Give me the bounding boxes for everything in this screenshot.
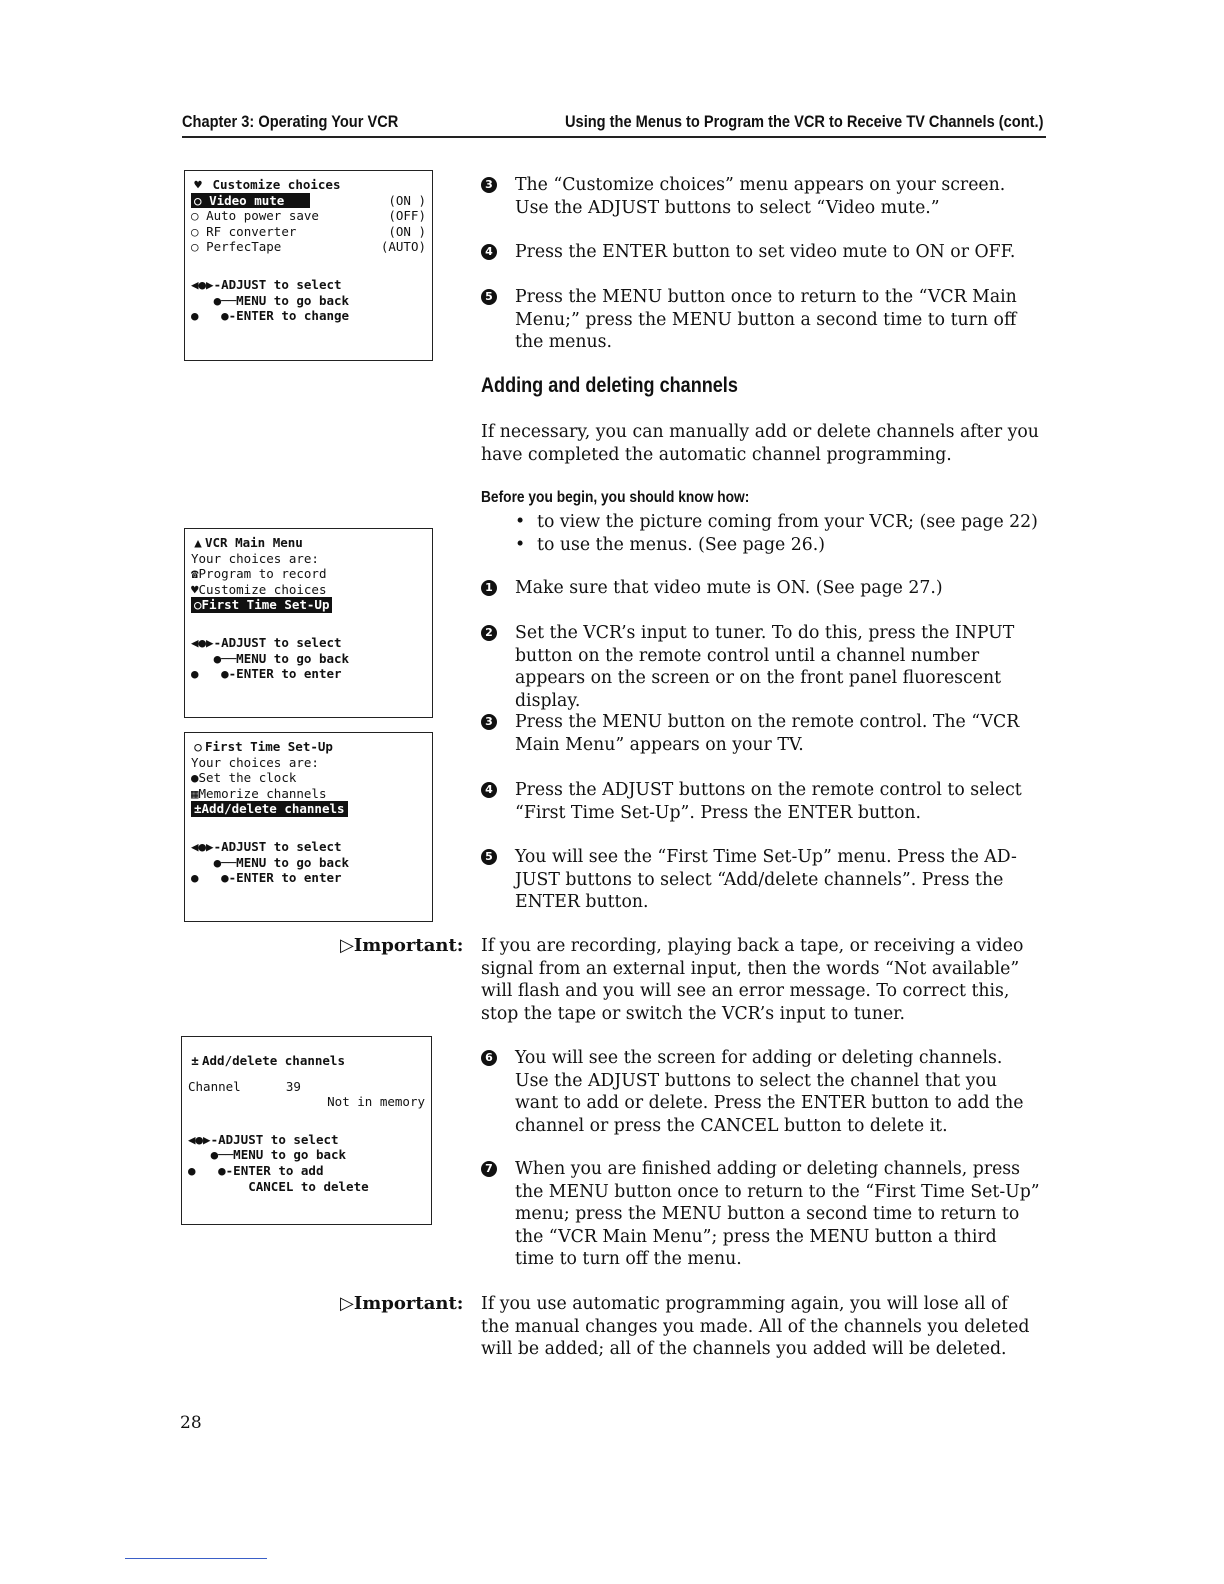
step-number: 3 bbox=[481, 177, 497, 193]
step-text: Make sure that video mute is ON. (See page 27.) bbox=[515, 578, 943, 598]
step-number: 6 bbox=[481, 1050, 497, 1066]
osd-row-value: (ON ) bbox=[388, 223, 426, 239]
enter-key-icon: ● bbox=[221, 666, 229, 682]
step-number: 7 bbox=[481, 1161, 497, 1177]
prerequisite-list bbox=[515, 511, 1038, 556]
channel-label: Channel bbox=[188, 1078, 241, 1094]
osd-row-label: Auto power save bbox=[206, 208, 319, 224]
osd-hint: ADJUST to select bbox=[221, 838, 342, 854]
step-number: 2 bbox=[481, 625, 497, 641]
heart-icon: ♥ bbox=[191, 581, 199, 597]
osd-hint: ENTER to enter bbox=[236, 666, 342, 682]
before-title: Before you begin, you should know how: bbox=[481, 489, 750, 506]
circle-icon: ○ bbox=[194, 597, 202, 613]
important-text: If you are recording, playing back a tape, or receiving a video signal from an external input, then the words “Not available” will flash and you will see an error message. To correct this, stop the tape or switch the VCR’s input to tuner. bbox=[481, 936, 1024, 1024]
section-header: Using the Menus to Program the VCR to Receive TV Channels (cont.) bbox=[565, 112, 1044, 131]
osd-row-value: (ON ) bbox=[388, 192, 426, 208]
step-text: You will see the screen for adding or deleting channels. Use the ADJUST buttons to select the channel that you want to add or delete. Press the ENTER button to add the channel or press the CANCEL button to delete it. bbox=[515, 1048, 1024, 1136]
step-item bbox=[481, 622, 1041, 712]
osd-hint: CANCEL to delete bbox=[248, 1178, 369, 1194]
step-item bbox=[481, 577, 1041, 600]
menu-key-icon: ● bbox=[213, 854, 222, 870]
step-number: 4 bbox=[481, 244, 497, 260]
step-text: The “Customize choices” menu appears on your screen. Use the ADJUST buttons to select “Video mute.” bbox=[515, 175, 1006, 218]
add-delete-icon: ± bbox=[194, 801, 202, 817]
osd-row-label: Memorize channels bbox=[198, 785, 327, 801]
step-number: 5 bbox=[481, 849, 497, 865]
osd-hint: MENU to go back bbox=[236, 292, 350, 308]
osd-hint: MENU to go back bbox=[233, 1147, 347, 1163]
circle-icon: ○ bbox=[191, 223, 199, 239]
intro-paragraph: If necessary, you can manually add or delete channels after you have completed the automatic channel programming. bbox=[481, 422, 1039, 465]
osd-vcr-main-menu: ▲ VCR Main Menu Your choices are: ☎Program to record ♥Customize choices ○First Time Set-Up ◀●▶-ADJUST to select ●──MENU to go back ● ●-ENTER to enter bbox=[184, 528, 433, 718]
channel-status: Not in memory bbox=[327, 1094, 425, 1110]
osd-text: Your choices are: bbox=[191, 754, 319, 770]
vcr-icon: ▲ bbox=[194, 535, 202, 550]
osd-add-delete-channels: ± Add/delete channels Channel 39 Not in memory ◀●▶-ADJUST to select ●──MENU to go back ● ●-ENTER to add CANCEL to delete bbox=[181, 1036, 432, 1225]
step-text: Press the ENTER button to set video mute to ON or OFF. bbox=[515, 242, 1016, 262]
clock-icon: ● bbox=[191, 770, 199, 786]
osd-row-label: First Time Set-Up bbox=[201, 597, 330, 613]
enter-key-icon: ● bbox=[221, 308, 229, 324]
step-number: 4 bbox=[481, 782, 497, 798]
menu-key-icon: ● bbox=[213, 650, 222, 666]
osd-title: First Time Set-Up bbox=[205, 739, 333, 754]
important-label: ▷Important: bbox=[340, 1293, 464, 1314]
osd-hint: ENTER to add bbox=[233, 1162, 324, 1178]
osd-hint: MENU to go back bbox=[236, 854, 350, 870]
osd-text: Your choices are: bbox=[191, 550, 319, 566]
circle-icon: ○ bbox=[194, 739, 202, 754]
step-item bbox=[481, 779, 1041, 824]
step-item bbox=[481, 241, 1041, 264]
osd-hint: ENTER to change bbox=[236, 308, 350, 324]
osd-first-time-setup: ○ First Time Set-Up Your choices are: ●Set the clock ▦Memorize channels ±Add/delete channels ◀●▶-ADJUST to select ●──MENU to go back ● ●-ENTER to enter bbox=[184, 732, 433, 922]
important-label-text: Important: bbox=[353, 1293, 464, 1314]
step-item bbox=[481, 1047, 1041, 1137]
important-label: ▷Important: bbox=[340, 935, 464, 956]
header-rule bbox=[182, 136, 1046, 138]
chapter-header: Chapter 3: Operating Your VCR bbox=[182, 112, 399, 131]
osd-hint: ADJUST to select bbox=[218, 1131, 339, 1147]
list-item: • to use the menus. (See page 26.) bbox=[515, 534, 1038, 557]
step-text: Press the ADJUST buttons on the remote control to select “First Time Set-Up”. Press the ENTER button. bbox=[515, 780, 1022, 823]
osd-row-label: PerfecTape bbox=[206, 239, 282, 255]
circle-icon: ○ bbox=[191, 208, 199, 224]
osd-row-label: Add/delete channels bbox=[201, 801, 345, 817]
step-item bbox=[481, 846, 1041, 914]
step-item bbox=[481, 1158, 1041, 1271]
adjust-arrows-icon: ◀●▶ bbox=[191, 838, 214, 854]
step-item bbox=[481, 286, 1041, 354]
osd-title: Add/delete channels bbox=[202, 1053, 345, 1068]
dot-icon: ● bbox=[191, 308, 199, 324]
menu-key-icon: ● bbox=[213, 292, 222, 308]
page-number: 28 bbox=[180, 1413, 202, 1433]
clock-icon: ☎ bbox=[191, 566, 199, 582]
menu-key-icon: ● bbox=[210, 1147, 219, 1163]
osd-hint: ADJUST to select bbox=[221, 634, 342, 650]
step-number: 1 bbox=[481, 580, 497, 596]
adjust-arrows-icon: ◀●▶ bbox=[188, 1131, 211, 1147]
important-text: If you use automatic programming again, you will lose all of the manual changes you made. All of the channels you deleted will be added; all of the channels you added will be deleted. bbox=[481, 1294, 1030, 1360]
osd-row-label: Video mute bbox=[209, 192, 285, 208]
adjust-arrows-icon: ◀●▶ bbox=[191, 276, 214, 292]
dot-icon: ● bbox=[191, 870, 199, 886]
channel-value: 39 bbox=[285, 1078, 301, 1094]
circle-icon: ○ bbox=[191, 239, 199, 255]
section-title: Adding and deleting channels bbox=[481, 374, 738, 397]
osd-hint: ENTER to enter bbox=[236, 870, 342, 886]
memory-icon: ▦ bbox=[191, 785, 199, 801]
add-delete-icon: ± bbox=[191, 1053, 199, 1068]
dot-icon: ● bbox=[188, 1162, 196, 1178]
osd-row-label: Set the clock bbox=[198, 770, 297, 786]
step-number: 3 bbox=[481, 714, 497, 730]
step-text: Press the MENU button once to return to the “VCR Main Menu;” press the MENU button a second time to turn off the menus. bbox=[515, 287, 1017, 353]
step-item bbox=[481, 711, 1041, 756]
important-label-text: Important: bbox=[353, 935, 464, 956]
osd-title: VCR Main Menu bbox=[205, 535, 303, 550]
list-item: • to view the picture coming from your VCR; (see page 22) bbox=[515, 511, 1038, 534]
circle-icon: ○ bbox=[194, 192, 202, 208]
osd-row-label: Program to record bbox=[198, 566, 327, 582]
enter-key-icon: ● bbox=[221, 870, 229, 886]
osd-row-label: Customize choices bbox=[198, 581, 327, 597]
osd-row-value: (AUTO) bbox=[380, 239, 426, 255]
step-number: 5 bbox=[481, 289, 497, 305]
step-text: Press the MENU button on the remote control. The “VCR Main Menu” appears on your TV. bbox=[515, 712, 1020, 755]
osd-hint: MENU to go back bbox=[236, 650, 350, 666]
footer-rule bbox=[125, 1558, 267, 1559]
step-text: When you are finished adding or deleting channels, press the MENU button once to return to the “First Time Set-Up” menu; press the MENU button a second time to return to the “VCR Main Menu”; press the MENU button a third time to turn off the menu. bbox=[515, 1159, 1040, 1270]
osd-hint: ADJUST to select bbox=[221, 276, 342, 292]
step-item bbox=[481, 174, 1041, 219]
step-text: You will see the “First Time Set-Up” menu. Press the AD-JUST buttons to select “Add/delete channels”. Press the ENTER button. bbox=[515, 847, 1017, 913]
dot-icon: ● bbox=[191, 666, 199, 682]
heart-icon: ♥ bbox=[194, 177, 202, 192]
enter-key-icon: ● bbox=[218, 1162, 226, 1178]
osd-customize-choices: ♥ Customize choices ○ Video mute (ON ) ○ Auto power save (OFF) ○ RF converter (ON ) ○ PerfecTape (AUTO) ◀●▶-ADJUST to select ●──MENU to go back ● ●-ENTER to change bbox=[184, 170, 433, 361]
step-text: Set the VCR’s input to tuner. To do this, press the INPUT button on the remote control until a channel number appears on the screen or on the front panel fluorescent display. bbox=[515, 623, 1015, 711]
osd-row-value: (OFF) bbox=[388, 208, 426, 224]
osd-title: Customize choices bbox=[212, 177, 341, 192]
adjust-arrows-icon: ◀●▶ bbox=[191, 634, 214, 650]
osd-row-label: RF converter bbox=[206, 223, 297, 239]
